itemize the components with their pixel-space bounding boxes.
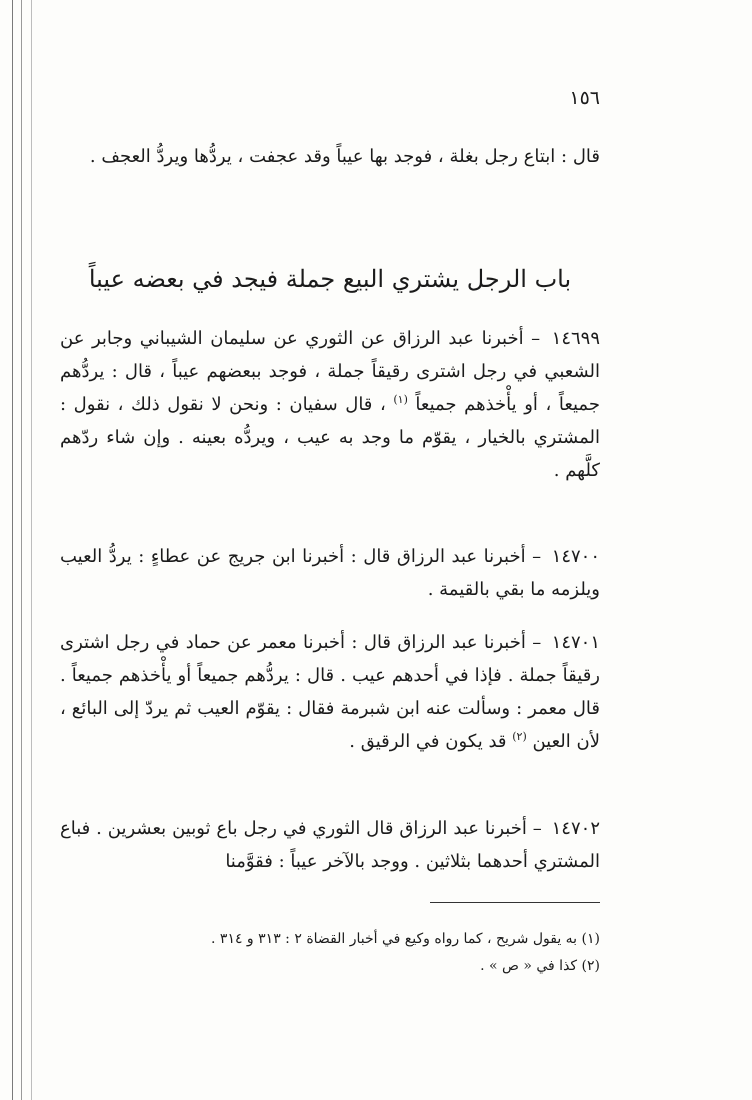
hadith-number: ١٤٧٠١ bbox=[551, 632, 600, 653]
hadith-number: ١٤٧٠٠ bbox=[551, 546, 600, 567]
hadith-text-continued: قد يكون في الرقيق . bbox=[349, 731, 507, 752]
binding-edge-line bbox=[31, 0, 32, 1100]
footnote: (٢) كذا في « ص » . bbox=[480, 958, 600, 974]
hadith-number: ١٤٧٠٢ bbox=[551, 818, 600, 839]
hadith-entry bbox=[60, 540, 600, 606]
hadith-text: – أخبرنا عبد الرزاق عن الثوري عن سليمان الشيباني وجابر عن الشعبي في رجل اشترى رقيقاً جملة ، فوجد ببعضهم عيباً ، قال : يردُّهم جميعاً ، أو يأْخذهم جميعاً bbox=[60, 328, 600, 415]
footnote-reference: (١) bbox=[393, 393, 408, 406]
hadith-entry bbox=[60, 322, 600, 487]
binding-edge-line bbox=[12, 0, 13, 1100]
hadith-text: – أخبرنا عبد الرزاق قال الثوري في رجل باع ثوبين بعشرين . فباع المشتري أحدهما بثلاثين . ووجد بالآخر عيباً : فقوَّمنا bbox=[60, 818, 600, 872]
footnote-reference: (٢) bbox=[512, 730, 527, 743]
footnote: (١) به يقول شريح ، كما رواه وكيع في أخبار القضاة ٢ : ٣١٣ و ٣١٤ . bbox=[211, 931, 600, 947]
hadith-number: ١٤٦٩٩ bbox=[551, 328, 600, 349]
hadith-text: – أخبرنا عبد الرزاق قال : أخبرنا معمر عن حماد في رجل اشترى رقيقاً جملة . فإذا في أحدهم عيب . قال : يردُّهم جميعاً أو يأْخذهم جميعاً . قال معمر : وسألت عنه ابن شبرمة فقال : يقوّم العيب ثم يردّ إلى البائع ، لأن العين bbox=[60, 632, 600, 752]
book-page bbox=[60, 0, 600, 1100]
binding-edge-line bbox=[21, 0, 22, 1100]
hadith-text-continued: ، قال سفيان : ونحن لا نقول ذلك ، نقول : المشتري بالخيار ، يقوّم ما وجد به عيب ، ويردُّه بعينه . وإن شاء ردّهم كلَّهم . bbox=[60, 394, 600, 481]
hadith-entry bbox=[60, 626, 600, 758]
footnote-divider bbox=[430, 902, 600, 903]
page-number: ١٥٦ bbox=[569, 87, 600, 109]
chapter-title: باب الرجل يشتري البيع جملة فيجد في بعضه عيباً bbox=[88, 265, 572, 293]
intro-paragraph: قال : ابتاع رجل بغلة ، فوجد بها عيباً وقد عجفت ، يردُّها ويردُّ العجف . bbox=[89, 146, 600, 167]
hadith-entry bbox=[60, 812, 600, 878]
footnotes bbox=[60, 926, 600, 980]
hadith-text: – أخبرنا عبد الرزاق قال : أخبرنا ابن جريج عن عطاءٍ : يردُّ العيب ويلزمه ما بقي بالقيمة . bbox=[60, 546, 600, 600]
